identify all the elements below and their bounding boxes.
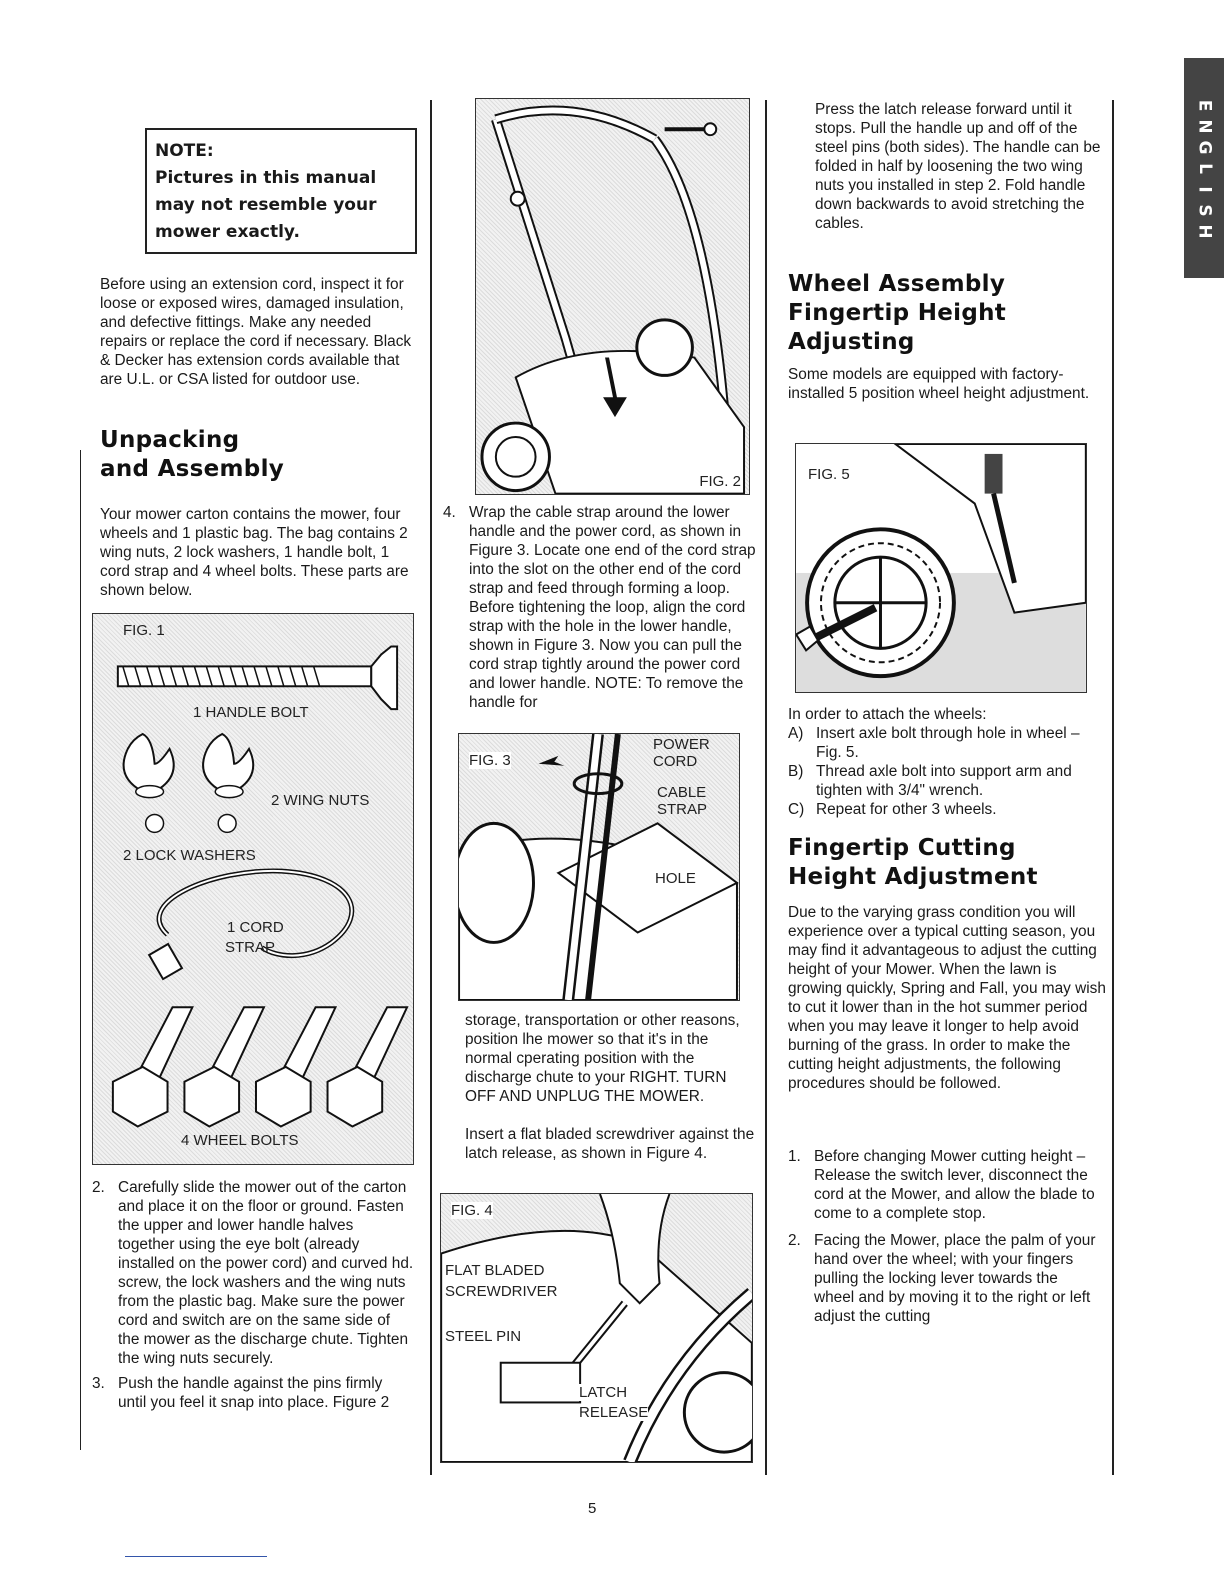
step-text: Insert axle bolt through hole in wheel – Fig. 5.: [816, 725, 1080, 761]
carton-contents-paragraph: Your mower carton contains the mower, four wheels and 1 plastic bag. The bag contains 2 wing nuts, 2 lock washers, 1 handle bolt, 1 cord strap and 4 wheel bolts. These parts are shown below.: [100, 506, 409, 599]
step-text: Before changing Mower cutting height – Release the switch lever, disconnect the cord at the Mower, and allow the blade to come to a complete stop.: [814, 1148, 1095, 1222]
heading-line: Fingertip Height: [788, 300, 1007, 326]
step-2: [92, 1178, 414, 1368]
cord-strap-label-1: 1 CORD: [227, 919, 284, 936]
step-4: [443, 503, 761, 712]
figure-4-label: FIG. 4: [451, 1202, 493, 1219]
column-divider-left: [430, 100, 432, 1475]
extension-cord-paragraph: Before using an extension cord, inspect it for loose or exposed wires, damaged insulation, and defective fittings. Make any needed repairs or replace the cord if necessary. Black & Decker has extension cords available that are U.L. or CSA listed for outdoor use.: [100, 276, 412, 388]
cord-strap-illustration: [459, 734, 739, 1000]
step-3: [92, 1374, 414, 1412]
attach-wheels-instructions: [788, 705, 1106, 819]
flat-bladed-label-2: SCREWDRIVER: [445, 1283, 558, 1300]
heading-line: Unpacking: [100, 427, 240, 453]
flat-bladed-label-1: FLAT BLADED: [445, 1262, 545, 1279]
wheel-step-a: [788, 724, 1106, 762]
handle-illustration: [476, 99, 749, 494]
heading-line: Adjusting: [788, 329, 915, 355]
wheel-models-paragraph: Some models are equipped with factory-installed 5 position wheel height adjustment.: [788, 366, 1090, 402]
figure-5-label: FIG. 5: [808, 466, 850, 483]
tab-letter: I: [1194, 185, 1215, 193]
wheel-step-c: [788, 800, 1106, 819]
page-number: 5: [588, 1500, 597, 1517]
step-number: 3.: [92, 1375, 105, 1392]
section-heading-unpacking: [100, 426, 420, 484]
column-divider-edge: [1112, 100, 1114, 1475]
tab-letter: E: [1194, 99, 1215, 111]
figure-5-wheel: [795, 443, 1087, 693]
hole-label: HOLE: [655, 870, 696, 887]
tab-letter: L: [1194, 162, 1215, 174]
handle-bolt-label: 1 HANDLE BOLT: [193, 704, 309, 721]
column-divider-right: [765, 100, 767, 1475]
step-letter: B): [788, 763, 804, 780]
latch-release-label-2: RELEASE: [579, 1404, 649, 1421]
power-cord-label-1: POWER: [653, 736, 710, 753]
margin-rule: [80, 450, 81, 1450]
step-number: 2.: [92, 1179, 105, 1196]
steel-pin-label: STEEL PIN: [445, 1328, 522, 1345]
heading-line: Wheel Assembly: [788, 271, 1006, 297]
storage-paragraph: storage, transportation or other reasons, position lhe mower so that it's in the normal cperating position with the discharge chute to your RIGHT. TURN OFF AND UNPLUG THE MOWER.: [465, 1012, 740, 1105]
tab-letter: G: [1194, 140, 1215, 154]
step-number: 4.: [443, 504, 456, 521]
step-text: Facing the Mower, place the palm of your hand over the wheel; with your fingers pulling the locking lever towards the wheel and by moving it to the right or left adjust the cutting: [814, 1232, 1096, 1325]
figure-4-latch-release: [440, 1193, 753, 1463]
step-letter: C): [788, 801, 805, 818]
step-text: Thread axle bolt into support arm and tighten with 3/4" wrench.: [816, 763, 1072, 799]
heading-line: and Assembly: [100, 456, 285, 482]
attach-wheels-intro: In order to attach the wheels:: [788, 706, 987, 723]
assembly-steps-col2: [443, 503, 761, 718]
tab-letter: S: [1194, 203, 1215, 217]
figure-3-label: FIG. 3: [469, 752, 511, 769]
figure-1-parts: [92, 613, 414, 1165]
note-title: NOTE:: [155, 141, 214, 161]
wheel-steps-list: [788, 724, 1106, 819]
figure-1-label: FIG. 1: [123, 622, 165, 639]
figure-2-handle: [475, 98, 750, 495]
assembly-steps-col1: [92, 1178, 414, 1418]
cord-strap-label-2: STRAP: [225, 939, 276, 956]
cable-strap-label-1: CABLE: [657, 784, 707, 801]
latch-release-paragraph: Press the latch release forward until it stops. Pull the handle up and off of the steel pins (both sides). The handle can be folded in half by loosening the two wing nuts you installed in step 2. Fold handle down backwards to avoid stretching the cables.: [815, 101, 1101, 232]
figure-2-label: FIG. 2: [699, 473, 741, 490]
parts-illustration: [93, 614, 413, 1164]
cutting-step-1: [788, 1147, 1098, 1223]
language-tab: [1184, 58, 1224, 278]
note-text: Pictures in this manual may not resemble your mower exactly.: [155, 168, 377, 242]
step-text: Carefully slide the mower out of the carton and place it on the floor or ground. Fasten the upper and lower handle halves together using the eye bolt (already installed on the power cord) and curved hd. screw, the lock washers and the wing nuts from the plastic bag. Make sure the power cord and switch are on the same side of the mower as the discharge chute. Tighten the wing nuts securely.: [118, 1179, 414, 1367]
cutting-height-steps: [788, 1147, 1098, 1332]
heading-line: Fingertip Cutting: [788, 835, 1016, 861]
power-cord-label-2: CORD: [653, 753, 698, 770]
footer-line: [125, 1556, 267, 1557]
step-text: Push the handle against the pins firmly until you feel it snap into place. Figure 2: [118, 1375, 390, 1411]
cutting-step-2: [788, 1231, 1098, 1326]
wheel-bolts-label: 4 WHEEL BOLTS: [181, 1132, 299, 1149]
wing-nuts-label: 2 WING NUTS: [271, 792, 370, 809]
screwdriver-paragraph: Insert a flat bladed screwdriver against the latch release, as shown in Figure 4.: [465, 1126, 755, 1162]
heading-line: Height Adjustment: [788, 864, 1038, 890]
wheel-step-b: [788, 762, 1106, 800]
step-text: Repeat for other 3 wheels.: [816, 801, 997, 818]
section-heading-cutting-height: [788, 834, 1108, 892]
step-letter: A): [788, 725, 804, 742]
step-number: 2.: [788, 1232, 801, 1249]
latch-release-label-1: LATCH: [579, 1384, 628, 1401]
cable-strap-label-2: STRAP: [657, 801, 708, 818]
cutting-height-paragraph: Due to the varying grass condition you will experience over a typical cutting season, you may find it advantageous to adjust the cutting height of your Mower. When the lawn is growing quickly, Spring and Fall, you may wish to cut it lower than in the hot summer period when you may leave it longer to help avoid burning of the grass. In order to make the cutting height adjustments, the following procedures should be followed.: [788, 904, 1106, 1092]
step-text: Wrap the cable strap around the lower handle and the power cord, as shown in Figure 3. Locate one end of the cord strap into the slot on the other end of the cord strap and feed through forming a loop. Before tightening the loop, align the cord strap with the hole in the lower handle, shown in Figure 3. Now you can pull the cord strap tightly around the power cord and lower handle. NOTE: To remove the handle for: [469, 504, 756, 711]
section-heading-wheel-assembly: [788, 270, 1108, 357]
tab-letter: H: [1194, 223, 1215, 239]
figure-3-cord-strap: [458, 733, 740, 1001]
tab-letter: N: [1194, 118, 1215, 134]
note-box: [145, 128, 417, 254]
step-number: 1.: [788, 1148, 801, 1165]
lock-washers-label: 2 LOCK WASHERS: [123, 847, 256, 864]
